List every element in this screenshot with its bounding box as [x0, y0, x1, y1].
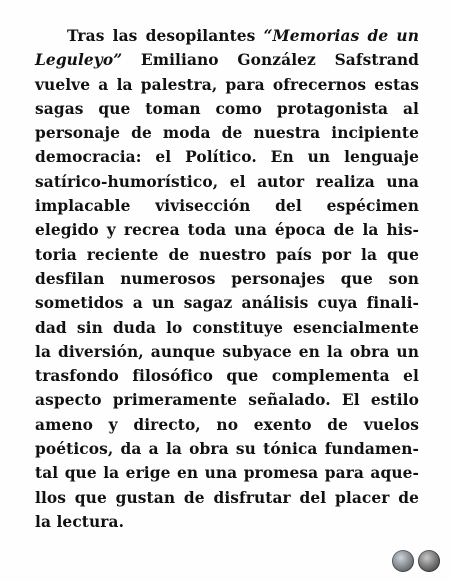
book-blurb	[35, 24, 419, 534]
blurb-line: Tras las desopilantes “Memorias de un	[67, 27, 419, 45]
blurb-line: personaje de moda de nuestra incipiente	[35, 124, 419, 143]
blurb-line: trasfondo filosófico que complementa el	[35, 367, 419, 386]
blurb-line: implacable vivisección del espécimen	[35, 197, 419, 216]
blurb-line: dad sin duda lo constituye esencialmente	[35, 318, 419, 337]
blurb-line: Leguleyo” Emiliano González Safstrand	[35, 51, 419, 70]
blurb-line: llos que gustan de disfrutar del placer de	[35, 488, 419, 507]
blurb-line: ameno y directo, no exento de vuelos	[35, 415, 419, 434]
blurb-line: satírico-humorístico, el autor realiza una	[35, 172, 419, 191]
blurb-line: toria reciente de nuestro país por la que	[35, 245, 419, 264]
coin-badge-icon	[392, 550, 414, 572]
blurb-line: sagas que toman como protagonista al	[35, 99, 419, 118]
blurb-line: tal que la erige en una promesa para aque-	[35, 464, 419, 483]
badge-group	[392, 550, 440, 572]
blurb-line: la diversión, aunque subyace en la obra un	[35, 342, 419, 361]
coin-badge-icon	[418, 550, 440, 572]
blurb-line: poéticos, da a la obra su tónica fundamen-	[35, 440, 419, 459]
blurb-line: democracia: el Político. En un lenguaje	[35, 148, 419, 167]
blurb-line: desfilan numerosos personajes que son	[35, 269, 419, 288]
book-title-reference: “Memorias de un	[263, 27, 419, 45]
blurb-line: vuelve a la palestra, para ofrecernos estas	[35, 75, 419, 94]
book-title-reference: Leguleyo”	[35, 51, 123, 70]
blurb-line: sometidos a un sagaz análisis cuya finali-	[35, 294, 419, 313]
blurb-line: la lectura.	[35, 512, 125, 531]
blurb-line: elegido y recrea toda una época de la his-	[35, 221, 419, 240]
blurb-line: aspecto primeramente señalado. El estilo	[35, 391, 419, 410]
